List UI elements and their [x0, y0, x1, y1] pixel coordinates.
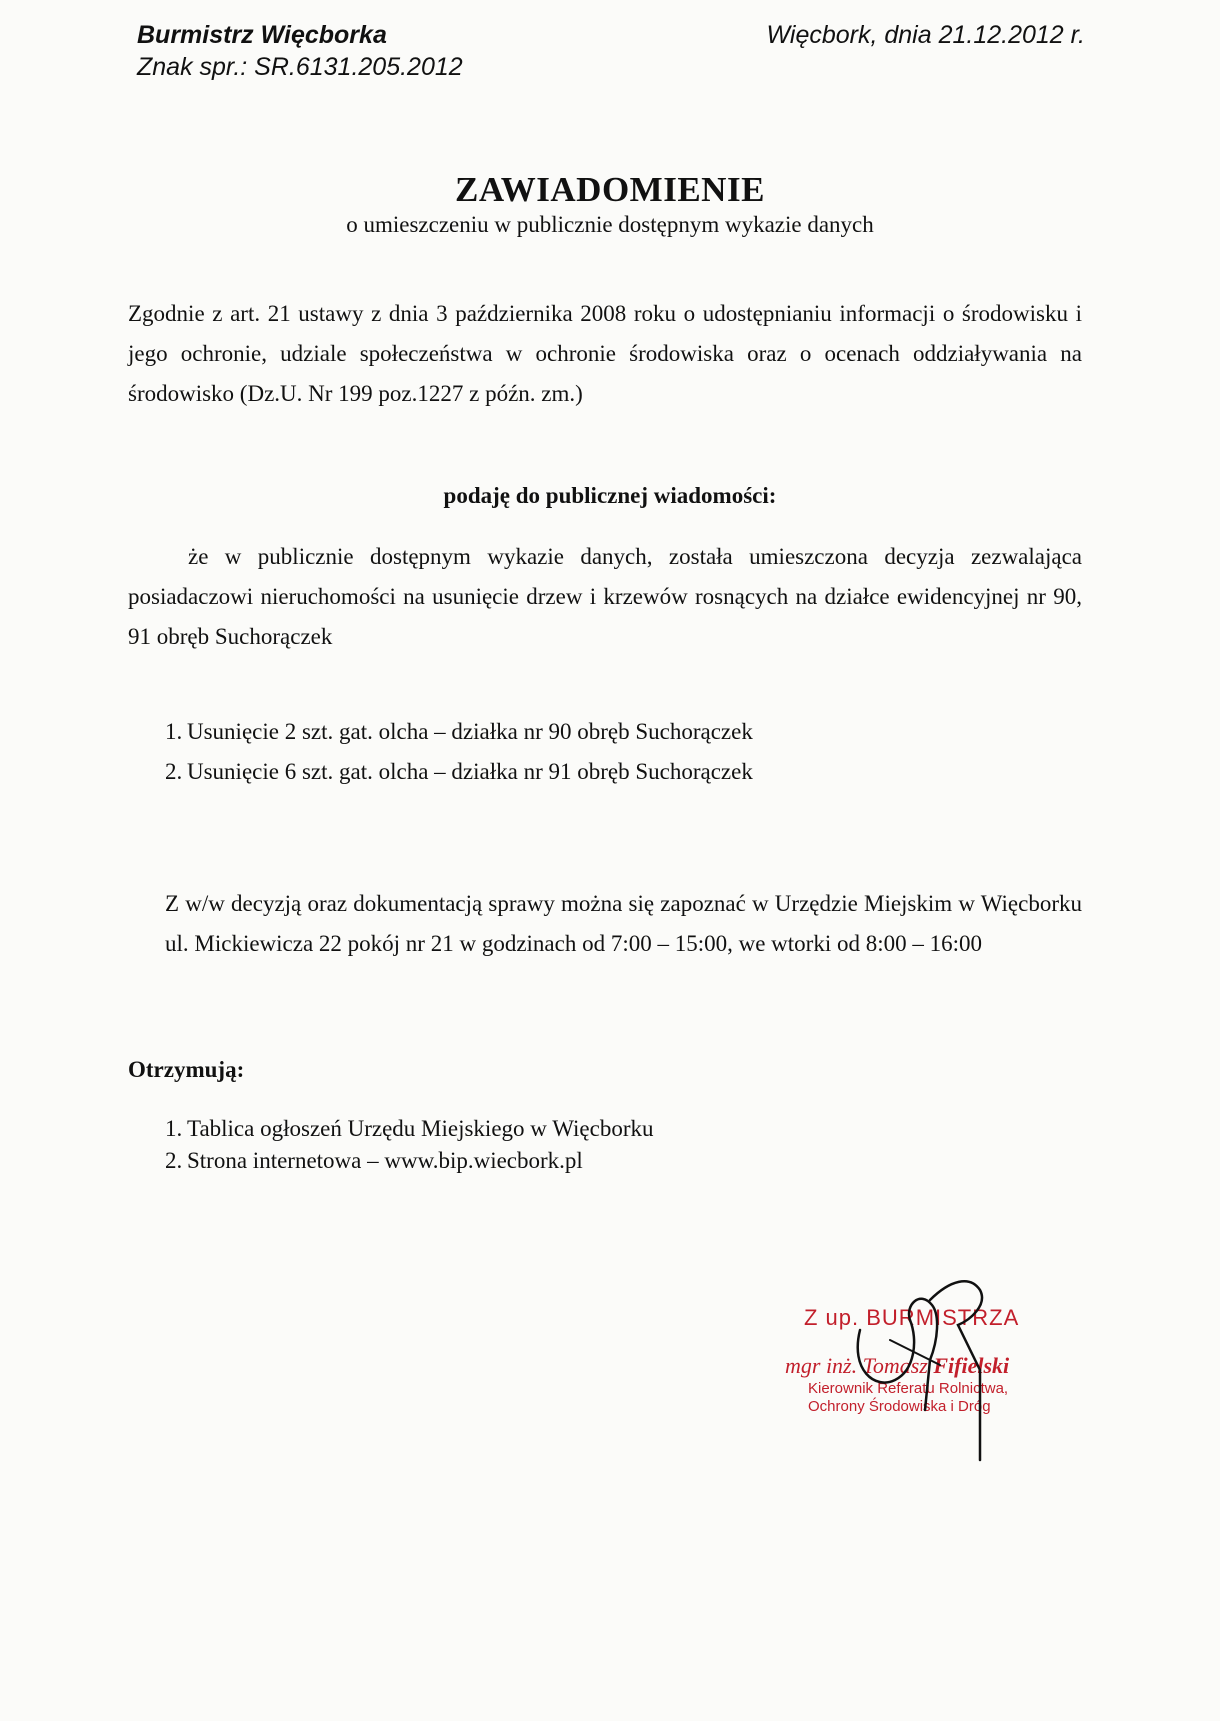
- document-subtitle: o umieszczeniu w publicznie dostępnym wykazie danych: [346, 212, 874, 237]
- list-item: [165, 1113, 653, 1145]
- list-item-text: Usunięcie 2 szt. gat. olcha – działka nr 90 obręb Suchorączek: [187, 719, 753, 744]
- list-item-text: Tablica ogłoszeń Urzędu Miejskiego w Więcborku: [187, 1116, 654, 1141]
- announcement-paragraph: że w publicznie dostępnym wykazie danych, została umieszczona decyzja zezwalająca posiadaczowi nieruchomości na usunięcie drzew i krzewów rosnących na działce ewidencyjnej nr 90, 91 obręb Suchorączek: [128, 544, 1082, 649]
- announcement-heading: podaję do publicznej wiadomości:: [443, 483, 777, 508]
- recipients-list: [165, 1113, 653, 1177]
- list-item-number: 1.: [165, 719, 183, 744]
- list-item-number: 2.: [165, 759, 183, 784]
- signature-stroke: [858, 1299, 937, 1410]
- list-item-number: 1.: [165, 1116, 183, 1141]
- stamp-position-line: Kierownik Referatu Rolnictwa,: [808, 1380, 1009, 1397]
- stamp-position-line: Ochrony Środowiska i Dróg: [808, 1398, 991, 1415]
- access-paragraph: Z w/w decyzją oraz dokumentacją sprawy można się zapoznać w Urzędzie Miejskim w Więcborku ul. Mickiewicza 22 pokój nr 21 w godzinach od 7:00 – 15:00, we wtorki od 8:00 – 16:00: [165, 891, 1082, 956]
- issuer: Burmistrz Więcborka: [137, 21, 387, 49]
- stamp-signatory-prefix: mgr inż. Tomasz: [785, 1353, 928, 1378]
- list-item: [165, 1145, 653, 1177]
- signature-stroke: [930, 1281, 982, 1460]
- list-item-number: 2.: [165, 1148, 183, 1173]
- recipients-heading: Otrzymują:: [128, 1057, 245, 1082]
- removal-list: [165, 712, 753, 792]
- document-title: ZAWIADOMIENIE: [455, 170, 765, 209]
- stamp-signatory-surname: Fifielski: [933, 1353, 1010, 1378]
- legal-basis-paragraph: Zgodnie z art. 21 ustawy z dnia 3 października 2008 roku o udostępnianiu informacji o środowisku i jego ochronie, udziale społeczeństwa w ochronie środowiska oraz o ocenach oddziaływania na środowisko (Dz.U. Nr 199 poz.1227 z późn. zm.): [128, 301, 1082, 406]
- list-item-text: Strona internetowa – www.bip.wiecbork.pl: [187, 1148, 583, 1173]
- place-date: Więcbork, dnia 21.12.2012 r.: [766, 21, 1085, 49]
- header-issuer-block: [137, 20, 463, 82]
- list-item: [165, 752, 753, 792]
- list-item-text: Usunięcie 6 szt. gat. olcha – działka nr 91 obręb Suchorączek: [187, 759, 753, 784]
- list-item: [165, 712, 753, 752]
- handwritten-signature: [820, 1270, 1040, 1470]
- stamp-authority: Z up. BURMISTRZA: [804, 1305, 1020, 1330]
- case-reference: Znak spr.: SR.6131.205.2012: [137, 53, 463, 81]
